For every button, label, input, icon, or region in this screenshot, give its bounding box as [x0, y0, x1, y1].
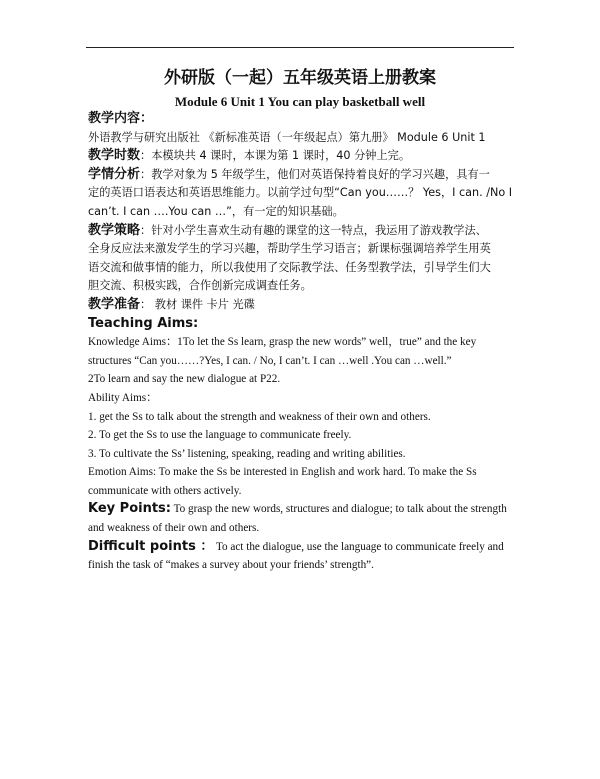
ability-item-3: 3. To cultivate the Ss’ listening, speaking, reading and writing abilities. [88, 447, 406, 460]
key-points-line-1: To grasp the new words, structures and dialogue; to talk about the strength [170, 503, 507, 516]
aims-section [88, 315, 514, 334]
ability-item-2: 2. To get the Ss to use the language to communicate freely. [88, 429, 352, 442]
knowledge-line-3: 2To learn and say the new dialogue at P22. [88, 373, 281, 386]
content-text: 外语教学与研究出版社 《新标准英语（一年级起点）第九册》 Module 6 Unit 1 [88, 130, 486, 144]
difficult-points-line-1: To act the dialogue, use the language to communicate freely and [213, 540, 504, 553]
document-title: 外研版（一起）五年级英语上册教案 [164, 68, 436, 88]
key-points-heading: Key Points: [88, 501, 171, 517]
key-points-section [88, 500, 514, 519]
prep-text: ： 教材 课件 卡片 光碟 [140, 297, 255, 311]
analysis-heading: 学情分析 [88, 166, 141, 182]
prep-heading: 教学准备 [88, 296, 141, 312]
knowledge-line-2: structures “Can you……?Yes, I can. / No, I can’t. I can …well .You can …well.” [88, 354, 452, 367]
ability-heading: Ability Aims： [88, 391, 158, 404]
difficult-points-heading: Difficult points ： [88, 538, 214, 554]
strategy-line-4: 胆交流、积极实践，合作创新完成调查任务。 [88, 279, 312, 293]
time-text: ：本模块共 4 课时，本课为第 1 课时，40 分钟上完。 [140, 149, 411, 163]
time-heading: 教学时数 [88, 148, 141, 164]
prep-section [88, 296, 514, 315]
strategy-section [88, 222, 514, 241]
analysis-section [88, 166, 514, 185]
difficult-points-section [88, 538, 514, 557]
analysis-line-2: 定的英语口语表达和英语思维能力。以前学过句型“Can you……？ Yes，I can. /No I [88, 186, 513, 200]
knowledge-line-1: Knowledge Aims：1To let the Ss learn, grasp the new words” well，true” and the key [88, 336, 477, 349]
aims-heading: Teaching Aims: [88, 315, 199, 331]
time-section [88, 147, 514, 166]
ability-item-1: 1. get the Ss to talk about the strength and weakness of their own and others. [88, 410, 431, 423]
key-points-line-2: and weakness of their own and others. [88, 522, 260, 535]
document-body [88, 110, 514, 575]
strategy-line-3: 语交流和做事情的能力，所以我使用了交际教学法、任务型教学法，引导学生们大 [88, 260, 491, 274]
emotion-line-1: Emotion Aims: To make the Ss be interested in English and work hard. To make the Ss [88, 466, 477, 479]
strategy-line-1: ：针对小学生喜欢生动有趣的课堂的这一特点，我运用了游戏教学法、 [140, 223, 487, 237]
analysis-line-3: can’t. I can ….You can …”，有一定的知识基础。 [88, 204, 344, 218]
content-section [88, 110, 514, 129]
strategy-heading: 教学策略 [88, 222, 141, 238]
strategy-line-2: 全身反应法来激发学生的学习兴趣，帮助学生学习语言；新课标强调培养学生用英 [88, 242, 491, 256]
emotion-line-2: communicate with others actively. [88, 484, 242, 497]
content-heading: 教学内容： [88, 111, 154, 126]
document-subtitle: Module 6 Unit 1 You can play basketball well [174, 94, 426, 109]
analysis-line-1: ：教学对象为 5 年级学生，他们对英语保持着良好的学习兴趣，具有一 [140, 167, 490, 181]
header-rule [86, 47, 514, 48]
difficult-points-line-2: finish the task of “makes a survey about your friends’ strength”. [88, 559, 374, 572]
